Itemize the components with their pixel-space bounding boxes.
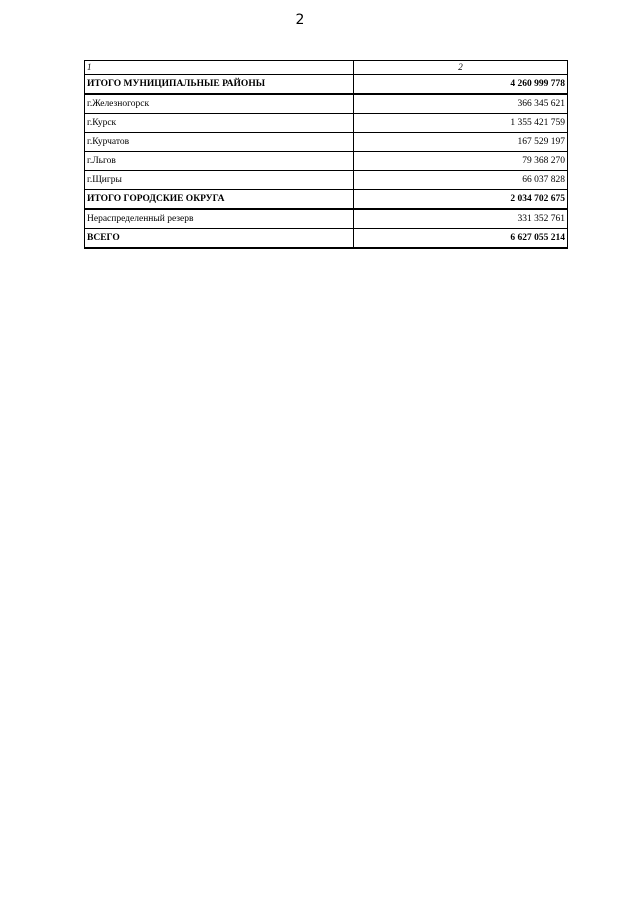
row-amount: 79 368 270	[354, 152, 568, 171]
row-name: г.Курчатов	[85, 133, 354, 152]
row-name: г.Железногорск	[85, 94, 354, 114]
row-amount: 331 352 761	[354, 209, 568, 229]
table-row-city-districts-total	[85, 190, 568, 210]
row-name: ВСЕГО	[85, 229, 354, 249]
table-row-municipal-districts-total	[85, 75, 568, 95]
row-name: ИТОГО ГОРОДСКИЕ ОКРУГА	[85, 190, 354, 210]
column-header-2: 2	[354, 61, 568, 75]
column-header-1: 1	[85, 61, 354, 75]
row-amount: 66 037 828	[354, 171, 568, 190]
table-row-reserve	[85, 209, 568, 229]
table-row	[85, 94, 568, 114]
row-amount: 4 260 999 778	[354, 75, 568, 95]
row-name: ИТОГО МУНИЦИПАЛЬНЫЕ РАЙОНЫ	[85, 75, 354, 95]
row-name: г.Курск	[85, 114, 354, 133]
row-name: г.Щигры	[85, 171, 354, 190]
row-amount: 167 529 197	[354, 133, 568, 152]
row-amount: 6 627 055 214	[354, 229, 568, 249]
row-name: г.Льгов	[85, 152, 354, 171]
table-row	[85, 152, 568, 171]
row-amount: 1 355 421 759	[354, 114, 568, 133]
page-number: 2	[295, 12, 305, 28]
table-row	[85, 114, 568, 133]
table-header-row	[85, 61, 568, 75]
table-row-grand-total	[85, 229, 568, 249]
table-row	[85, 133, 568, 152]
row-amount: 366 345 621	[354, 94, 568, 114]
table-row	[85, 171, 568, 190]
budget-table	[84, 60, 568, 249]
row-amount: 2 034 702 675	[354, 190, 568, 210]
row-name: Нераспределенный резерв	[85, 209, 354, 229]
